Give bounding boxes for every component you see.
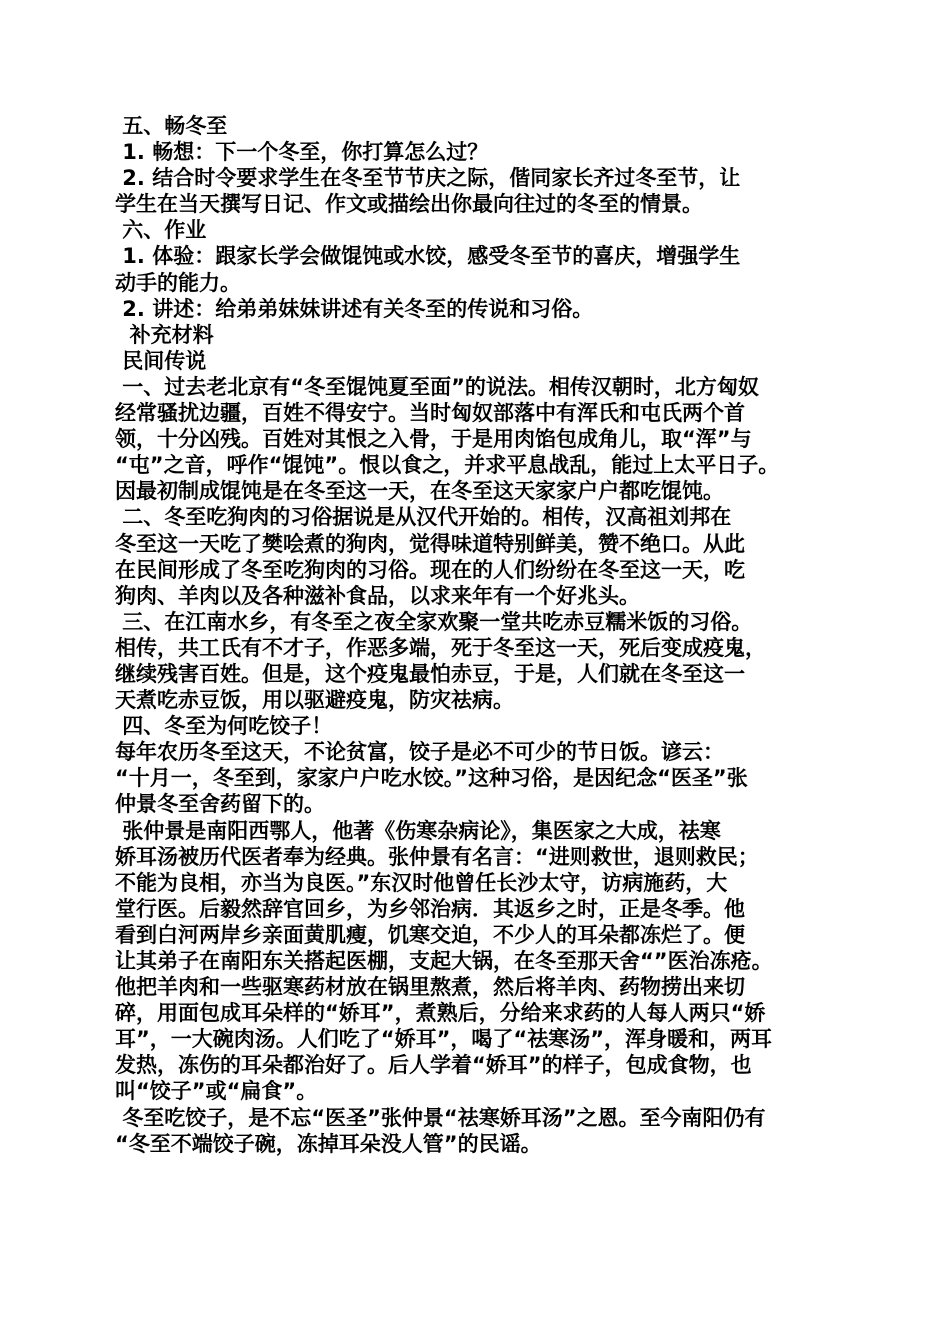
text-line: 一、过去老北京有“冬至馄饨夏至面”的说法。相传汉朝时，北方匈奴 <box>115 374 759 399</box>
text-line: 经常骚扰边疆，百姓不得安宁。当时匈奴部落中有浑氏和屯氏两个首 <box>115 401 745 426</box>
legend-heading: 民间传说 <box>115 348 207 373</box>
text-line: 1. 畅想：下一个冬至，你打算怎么过？ <box>115 140 489 165</box>
text-line: 不能为良相，亦当为良医。”东汉时他曾任长沙太守，访病施药，大 <box>115 870 728 895</box>
text-line: 发热，冻伤的耳朵都治好了。后人学着“娇耳”的样子，包成食物，也 <box>115 1053 752 1078</box>
section-heading-5: 五、畅冬至 <box>115 114 228 138</box>
text-line: 堂行医。后毅然辞官回乡，为乡邻治病．其返乡之时，正是冬季。他 <box>115 896 745 921</box>
text-line: 仲景冬至舍药留下的。 <box>115 792 325 817</box>
text-line: 耳”，一大碗肉汤。人们吃了“娇耳”，喝了“祛寒汤”，浑身暖和，两耳 <box>115 1027 773 1052</box>
text-line: 天煮吃赤豆饭，用以驱避疫鬼，防灾祛病。 <box>115 688 514 713</box>
text-line: 1. 体验：跟家长学会做馄饨或水饺，感受冬至节的喜庆，增强学生 <box>115 244 741 269</box>
text-line: 冬至吃饺子，是不忘“医圣”张仲景“祛寒娇耳汤”之恩。至今南阳仍有 <box>115 1105 766 1130</box>
text-line: 因最初制成馄饨是在冬至这一天，在冬至这天家家户户都吃馄饨。 <box>115 479 724 504</box>
text-line: 二、冬至吃狗肉的习俗据说是从汉代开始的。相传，汉高祖刘邦在 <box>115 505 732 530</box>
text-line: 在民间形成了冬至吃狗肉的习俗。现在的人们纷纷在冬至这一天，吃 <box>115 557 745 582</box>
text-line: “冬至不端饺子碗，冻掉耳朵没人管”的民谣。 <box>115 1131 542 1156</box>
text-line: 学生在当天撰写日记、作文或描绘出你最向往过的冬至的情景。 <box>115 192 703 217</box>
section-heading-6: 六、作业 <box>115 218 207 243</box>
text-line: 他把羊肉和一些驱寒药材放在锅里熬煮，然后将羊肉、药物捞出来切 <box>115 975 745 1000</box>
text-line: 叫“饺子”或“扁食”。 <box>115 1079 318 1104</box>
document-body <box>115 113 835 1157</box>
text-line: 继续残害百姓。但是，这个疫鬼最怕赤豆，于是，人们就在冬至这一 <box>115 661 745 686</box>
text-line: 狗肉、羊肉以及各种滋补食品，以求来年有一个好兆头。 <box>115 583 640 608</box>
text-line: 看到白河两岸乡亲面黄肌瘦，饥寒交迫，不少人的耳朵都冻烂了。便 <box>115 922 745 947</box>
text-line: 三、在江南水乡，有冬至之夜全家欢聚一堂共吃赤豆糯米饭的习俗。 <box>115 609 753 634</box>
text-line: 每年农历冬至这天，不论贫富，饺子是必不可少的节日饭。谚云： <box>115 740 724 765</box>
text-line: 相传，共工氏有不才子，作恶多端，死于冬至这一天，死后变成疫鬼， <box>115 635 766 660</box>
text-line: 碎，用面包成耳朵样的“娇耳”，煮熟后，分给来求药的人每人两只“娇 <box>115 1001 766 1026</box>
text-line: 让其弟子在南阳东关搭起医棚，支起大锅，在冬至那天舍“”医治冻疮。 <box>115 949 773 973</box>
text-line: 领，十分凶残。百姓对其恨之入骨，于是用肉馅包成角儿，取“浑”与 <box>115 427 752 452</box>
text-line: 2. 讲述：给弟弟妹妹讲述有关冬至的传说和习俗。 <box>115 296 594 321</box>
text-line: “十月一，冬至到，家家户户吃水饺。”这种习俗，是因纪念“医圣”张 <box>115 766 748 791</box>
text-line: 张仲景是南阳西鄂人，他著《伤寒杂病论》，集医家之大成，祛寒 <box>115 818 721 843</box>
text-line: 冬至这一天吃了樊哙煮的狗肉，觉得味道特别鲜美，赞不绝口。从此 <box>115 531 745 556</box>
text-line: “屯”之音，呼作“馄饨”。恨以食之，并求平息战乱，能过上太平日子。 <box>115 453 780 478</box>
text-line: 动手的能力。 <box>115 270 241 295</box>
text-line: 四、冬至为何吃饺子！ <box>115 714 333 739</box>
supplement-heading: 补充材料 <box>115 322 214 347</box>
text-line: 娇耳汤被历代医者奉为经典。张仲景有名言：“进则救世，退则救民； <box>115 844 759 869</box>
text-line: 2. 结合时令要求学生在冬至节节庆之际，偕同家长齐过冬至节，让 <box>115 166 741 191</box>
